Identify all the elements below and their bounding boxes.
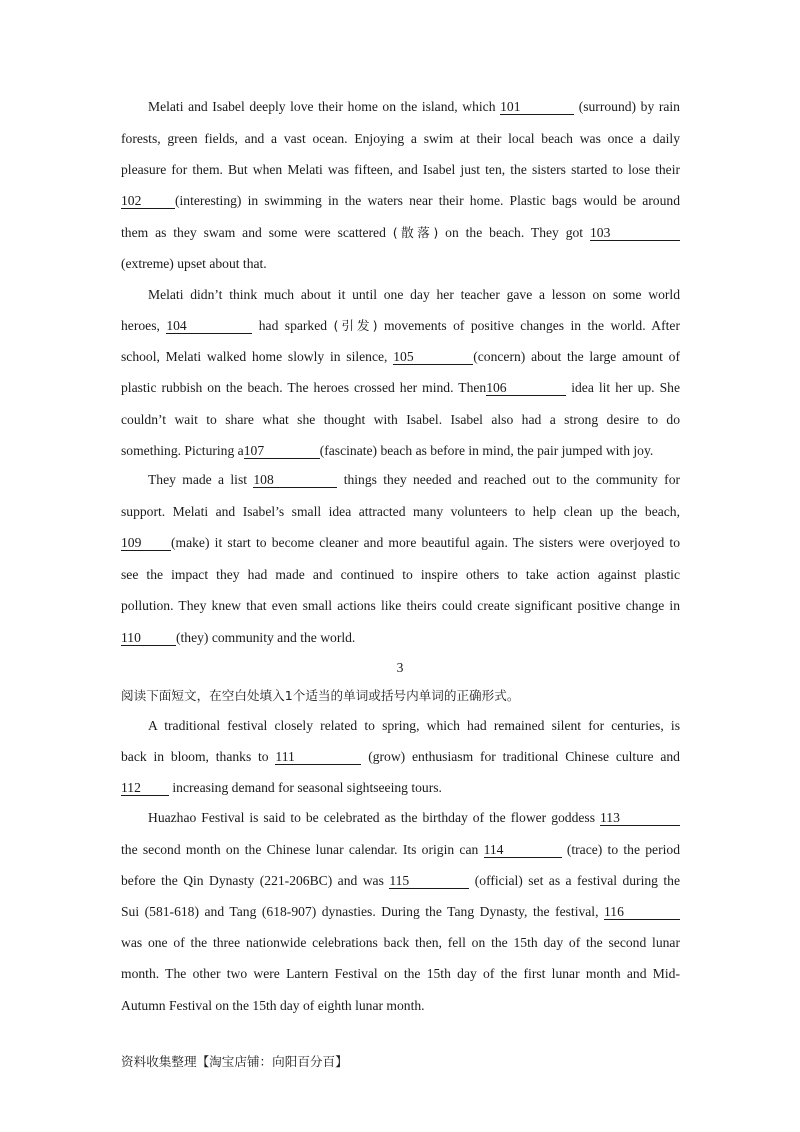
answer-blank-114: 114	[484, 842, 562, 858]
text-line: Melati and Isabel deeply love their home on the island, which 101 (surround) by rain	[148, 99, 680, 114]
answer-blank-116: 116	[604, 904, 680, 920]
text-line: 110 (they) community and the world.	[121, 630, 356, 645]
text-line: school, Melati walked home slowly in silence, 105 (concern) about the large amount of	[121, 349, 680, 364]
text-line: back in bloom, thanks to 111 (grow) enthusiasm for traditional Chinese culture and	[121, 749, 680, 764]
answer-blank-112: 112	[121, 780, 169, 796]
text-line: pleasure for them. But when Melati was fifteen, and Isabel just ten, the sisters started to lose their	[121, 162, 680, 177]
answer-blank-101: 101	[500, 99, 574, 115]
text-line: something. Picturing a107 (fascinate) beach as before in mind, the pair jumped with joy.	[121, 443, 654, 458]
answer-blank-106: 106	[486, 380, 566, 396]
answer-blank-107: 107	[244, 443, 320, 459]
text-line: month. The other two were Lantern Festival on the 15th day of the first lunar month and Mid-	[121, 966, 680, 981]
text-line: them as they swam and some were scattered (散落) on the beach. They got 103	[121, 223, 680, 243]
text-line: Melati didn’t think much about it until one day her teacher gave a lesson on some world	[148, 287, 680, 302]
answer-blank-111: 111	[275, 749, 361, 765]
answer-blank-103: 103	[590, 225, 680, 241]
text-line: (extreme) upset about that.	[121, 256, 267, 271]
text-line: before the Qin Dynasty (221-206BC) and was 115 (official) set as a festival during the	[121, 873, 680, 888]
text-line: pollution. They knew that even small actions like theirs could create significant positive change in	[121, 598, 680, 613]
text-line: 112 increasing demand for seasonal sightseeing tours.	[121, 780, 442, 795]
text-line: 102 (interesting) in swimming in the waters near their home. Plastic bags would be around	[121, 193, 680, 208]
answer-blank-108: 108	[253, 472, 337, 488]
text-line: the second month on the Chinese lunar calendar. Its origin can 114 (trace) to the period	[121, 842, 680, 857]
text-line: forests, green fields, and a vast ocean. Enjoying a swim at their local beach was once a daily	[121, 131, 680, 146]
answer-blank-113: 113	[600, 810, 680, 826]
instruction: 阅读下面短文，在空白处填入1个适当的单词或括号内单词的正确形式。	[121, 688, 520, 703]
text-line: see the impact they had made and continued to inspire others to take action against plastic	[121, 567, 680, 582]
text-line: plastic rubbish on the beach. The heroes crossed her mind. Then106 idea lit her up. She	[121, 380, 680, 395]
text-line: A traditional festival closely related to spring, which had remained silent for centuries, is	[148, 718, 680, 733]
answer-blank-105: 105	[393, 349, 473, 365]
text-line: heroes, 104 had sparked (引发) movements of positive changes in the world. After	[121, 318, 680, 333]
text-line: support. Melati and Isabel’s small idea attracted many volunteers to help clean up the beach,	[121, 504, 680, 519]
section-number: 3	[396, 660, 404, 675]
answer-blank-109: 109	[121, 535, 171, 551]
text-line: Autumn Festival on the 15th day of eighth lunar month.	[121, 998, 425, 1013]
text-line: They made a list 108 things they needed and reached out to the community for	[148, 472, 681, 487]
text-line: Huazhao Festival is said to be celebrated as the birthday of the flower goddess 113	[148, 808, 680, 828]
text-line: 109 (make) it start to become cleaner and more beautiful again. The sisters were overjoyed to	[121, 535, 680, 550]
text-line: was one of the three nationwide celebrations back then, fell on the 15th day of the second lunar	[121, 935, 680, 950]
text-line: Sui (581-618) and Tang (618-907) dynasties. During the Tang Dynasty, the festival, 116	[121, 902, 680, 922]
answer-blank-104: 104	[166, 318, 252, 334]
answer-blank-102: 102	[121, 193, 175, 209]
text-line: couldn’t wait to share what she thought with Isabel. Isabel also had a strong desire to do	[121, 412, 680, 427]
footer-note: 资料收集整理【淘宝店铺：向阳百分百】	[121, 1054, 348, 1069]
answer-blank-110: 110	[121, 630, 176, 646]
answer-blank-115: 115	[389, 873, 469, 889]
